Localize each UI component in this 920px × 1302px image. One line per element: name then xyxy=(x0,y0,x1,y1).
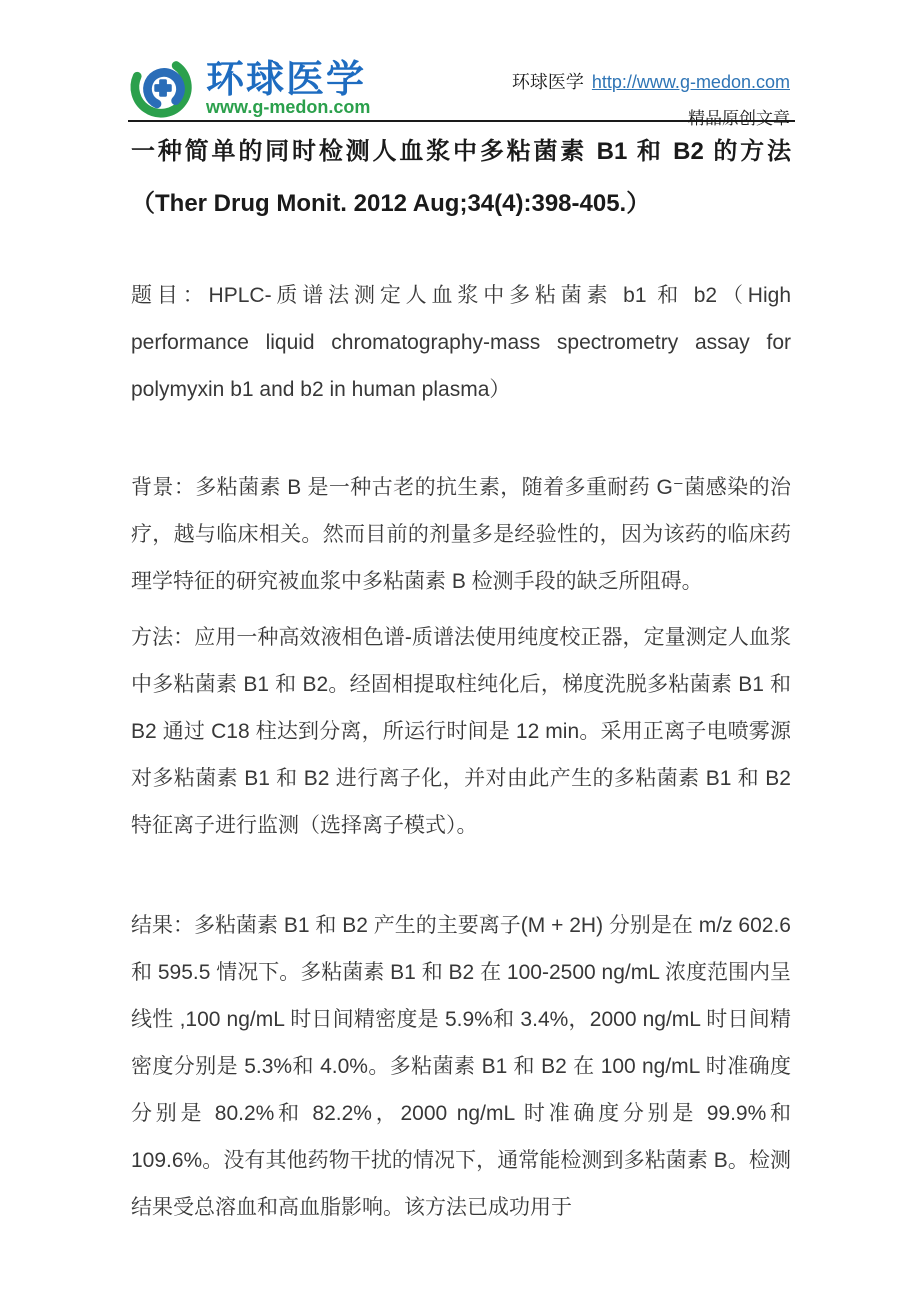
article-title: 一种简单的同时检测人血浆中多粘菌素 B1 和 B2 的方法 （Ther Drug Monit. 2012 Aug;34(4):398-405.） xyxy=(131,138,791,217)
site-url-link[interactable]: http://www.g-medon.com xyxy=(591,72,790,92)
brand xyxy=(128,54,370,120)
brand-name: 环球医学 xyxy=(206,59,367,101)
site-label: 环球医学 xyxy=(511,72,584,92)
article xyxy=(131,126,791,1231)
paragraph-subject: 题目：HPLC-质谱法测定人血浆中多粘菌素 b1 和 b2（High performance liquid chromatography-mass spectrometry assay for polymyxin b1 and b2 in human plasma） xyxy=(131,284,791,401)
paragraph-background: 背景：多粘菌素 B 是一种古老的抗生素，随着多重耐药 G⁻菌感染的治疗，越与临床相关。然而目前的剂量多是经验性的，因为该药的临床药理学特征的研究被血浆中多粘菌素 B 检测手段的缺乏所阻碍。 xyxy=(131,476,791,593)
header-tagline: 精品原创文章 xyxy=(688,109,790,128)
paragraph-method: 方法：应用一种高效液相色谱-质谱法使用纯度校正器，定量测定人血浆中多粘菌素 B1 和 B2。经固相提取柱纯化后，梯度洗脱多粘菌素 B1 和 B2 通过 C18 柱达到分离，所运行时间是 12 min。采用正离子电喷雾源对多粘菌素 B1 和 B2 进行离子化，并对由此产生的多粘菌素 B1 和 B2 特征离子进行监测（选择离子模式）。 xyxy=(131,626,791,837)
brand-url: www.g-medon.com xyxy=(206,97,371,117)
brand-text xyxy=(206,54,370,116)
paragraph-result: 结果：多粘菌素 B1 和 B2 产生的主要离子(M + 2H) 分别是在 m/z 602.6 和 595.5 情况下。多粘菌素 B1 和 B2 在 100-2500 ng/mL 浓度范围内呈线性 ,100 ng/mL 时日间精密度是 5.9%和 3.4%，2000 ng/mL 时日间精密度分别是 5.3%和 4.0%。多粘菌素 B1 和 B2 在 100 ng/mL 时准确度分别是 80.2%和 82.2%，2000 ng/mL 时准确度分别是 99.9%和 109.6%。没有其他药物干扰的情况下，通常能检测到多粘菌素 B。检测结果受总溶血和高血脂影响。该方法已成功用于 xyxy=(131,914,791,1219)
globe-cross-icon xyxy=(128,54,200,120)
header-site-line xyxy=(512,68,790,94)
header-divider xyxy=(128,120,795,122)
